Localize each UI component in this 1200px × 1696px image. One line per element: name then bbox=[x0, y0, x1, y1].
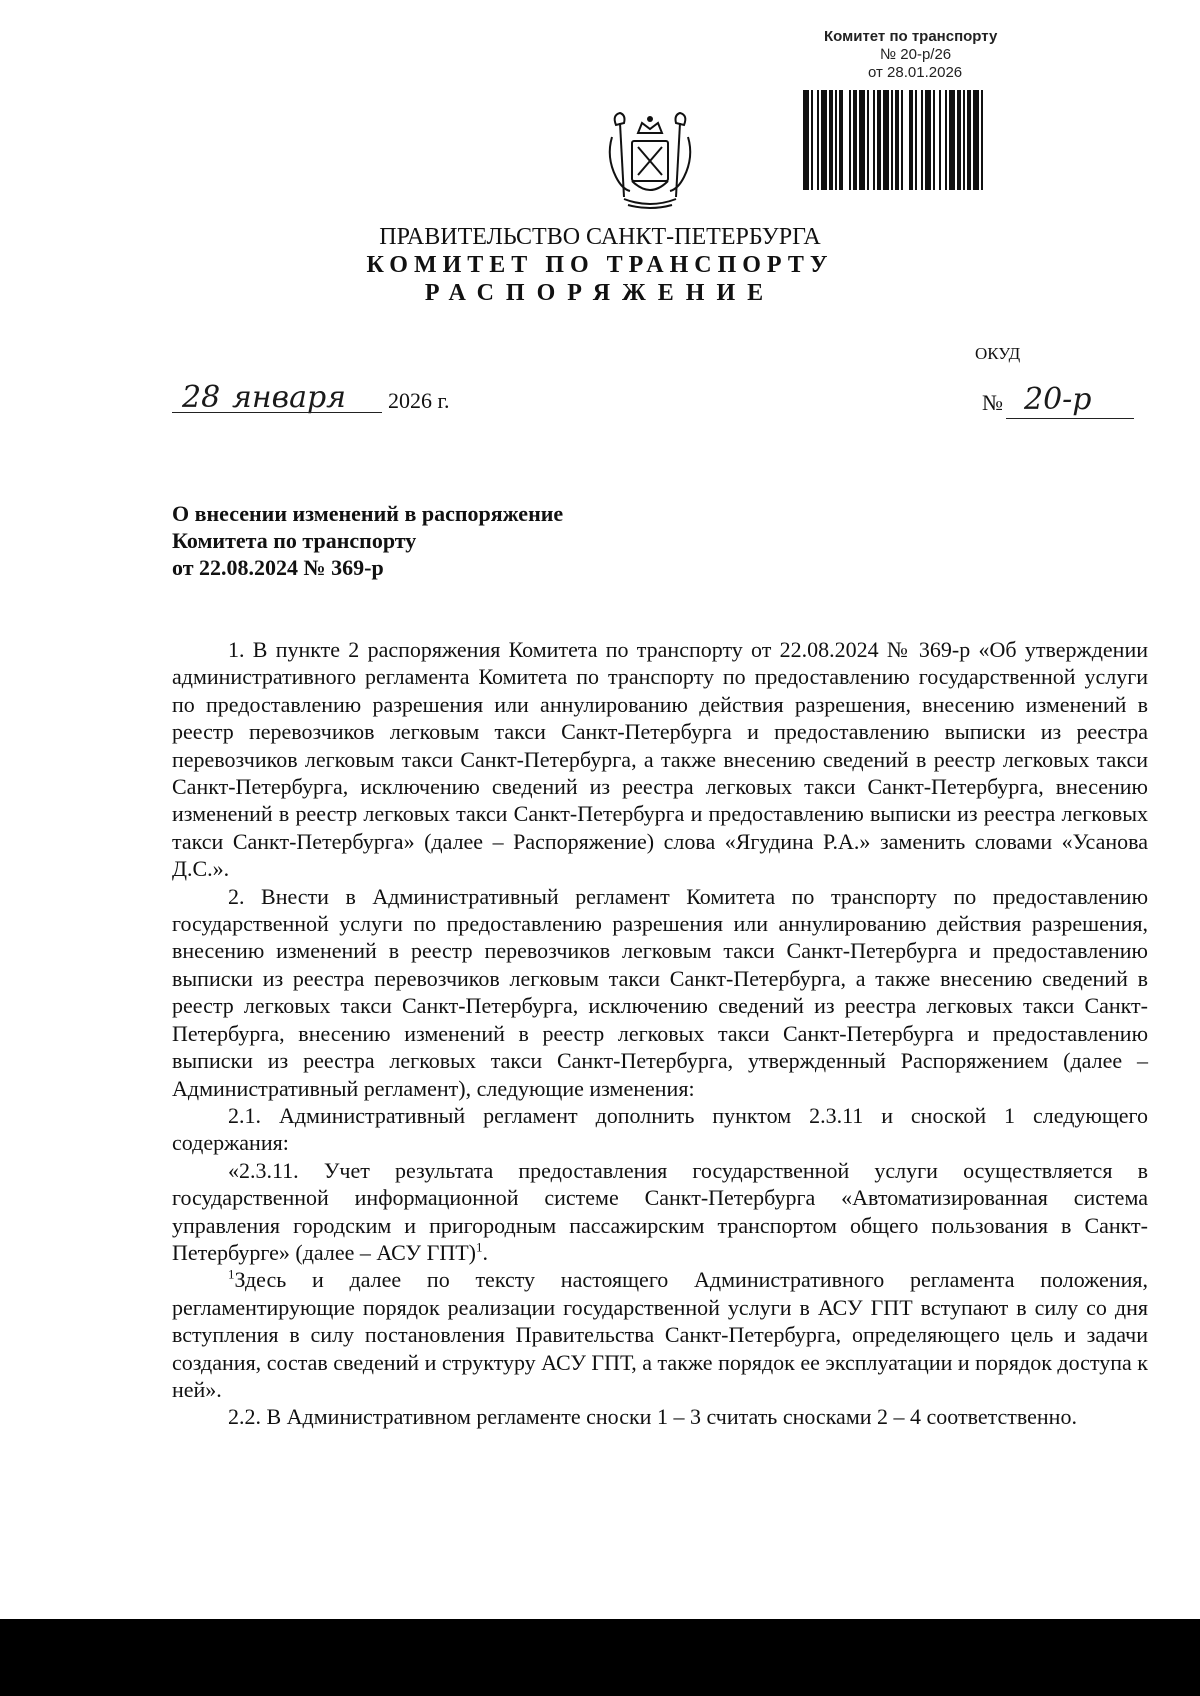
barcode-bar bbox=[883, 90, 889, 190]
barcode-bar bbox=[873, 90, 875, 190]
footnote-ref: 1 bbox=[476, 1239, 483, 1255]
barcode-bar bbox=[821, 90, 827, 190]
barcode-bar bbox=[839, 90, 843, 190]
barcode-bar bbox=[925, 90, 931, 190]
government-title: ПРАВИТЕЛЬСТВО САНКТ-ПЕТЕРБУРГА bbox=[379, 224, 821, 250]
barcode-bar bbox=[859, 90, 865, 190]
subject-line-3: от 22.08.2024 № 369-р bbox=[172, 555, 384, 580]
barcode-bar bbox=[963, 90, 965, 190]
stamp-committee: Комитет по транспорту bbox=[824, 28, 998, 45]
stamp-number: № 20-р/26 bbox=[880, 46, 952, 63]
date-day: 28 bbox=[182, 380, 221, 415]
barcode-bar bbox=[939, 90, 941, 190]
paragraph-2-3-11 bbox=[172, 1157, 1148, 1267]
barcode-bar bbox=[973, 90, 979, 190]
barcode-bar bbox=[933, 90, 935, 190]
barcode bbox=[803, 90, 1043, 190]
date-underline bbox=[172, 412, 382, 413]
paragraph-2-3-11-text: «2.3.11. Учет результата предоставления государственной услуги осуществляется в государственной информационной системе Санкт-Петербурга «Автоматизированная система управления городским и пригородным пассажирским транспортом общего пользования в Санкт-Петербурге» (далее – АСУ ГПТ) bbox=[172, 1157, 1148, 1265]
barcode-bar bbox=[877, 90, 881, 190]
footnote-marker: 1 bbox=[228, 1267, 235, 1283]
subject-line-1: О внесении изменений в распоряжение bbox=[172, 501, 564, 526]
barcode-bar bbox=[835, 90, 837, 190]
barcode-bar bbox=[915, 90, 917, 190]
barcode-bar bbox=[853, 90, 857, 190]
paragraph-2: 2. Внести в Административный регламент Комитета по транспорту по предоставлению государственной услуги по предоставлению разрешения или аннулированию действия разрешения, внесению изменений в реестр перевозчиков легковым такси Санкт-Петербурга и предоставлению выписки из реестра перевозчиков легковым такси Санкт-Петербурга, а также внесению сведений в реестр легковых такси Санкт-Петербурга, исключению сведений из реестра легковых такси Санкт-Петербурга, внесению изменений в реестр легковых такси Санкт-Петербурга и предоставлению выписки из реестра легковых такси Санкт-Петербурга, утвержденный Распоряжением (далее – Административный регламент), следующие изменения: bbox=[172, 883, 1148, 1101]
document-type: РАСПОРЯЖЕНИЕ bbox=[424, 280, 776, 306]
scan-bottom-border bbox=[0, 1619, 1200, 1696]
barcode-bar bbox=[967, 90, 971, 190]
barcode-bar bbox=[945, 90, 947, 190]
paragraph-2-1: 2.1. Административный регламент дополнить пунктом 2.3.11 и сноской 1 следующего содержания: bbox=[172, 1102, 1148, 1156]
barcode-bar bbox=[829, 90, 833, 190]
document-subject bbox=[172, 500, 563, 581]
barcode-bar bbox=[981, 90, 983, 190]
number-underline bbox=[1006, 418, 1134, 419]
barcode-bar bbox=[895, 90, 899, 190]
barcode-bar bbox=[949, 90, 955, 190]
stamp-date: от 28.01.2026 bbox=[868, 64, 963, 81]
barcode-bar bbox=[817, 90, 819, 190]
paragraph-1: 1. В пункте 2 распоряжения Комитета по транспорту от 22.08.2024 № 369-р «Об утверждении административного регламента Комитета по транспорту по предоставлению государственной услуги по предоставлению разрешения или аннулированию действия разрешения, внесению изменений в реестр перевозчиков легковым такси Санкт-Петербурга и предоставлению выписки из реестра перевозчиков легковым такси Санкт-Петербурга, а также внесению сведений в реестр легковых такси Санкт-Петербурга, исключению сведений из реестра легковых такси Санкт-Петербурга, внесению изменений в реестр легковых такси Санкт-Петербурга и предоставлению выписки из реестра легковых такси Санкт-Петербурга» (далее – Распоряжение) слова «Ягудина Р.А.» заменить словами «Усанова Д.С.». bbox=[172, 637, 1148, 882]
number-sign: № bbox=[982, 390, 1003, 415]
committee-title: КОМИТЕТ ПО ТРАНСПОРТУ bbox=[366, 252, 834, 278]
barcode-bar bbox=[803, 90, 809, 190]
paragraph-2-2: 2.2. В Административном регламенте сноски 1 – 3 считать сносками 2 – 4 соответственно. bbox=[228, 1404, 1077, 1430]
barcode-bar bbox=[909, 90, 913, 190]
subject-line-2: Комитета по транспорту bbox=[172, 528, 417, 553]
okud-label: ОКУД bbox=[975, 344, 1021, 363]
barcode-bar bbox=[849, 90, 851, 190]
barcode-bar bbox=[891, 90, 893, 190]
footnote-text: Здесь и далее по тексту настоящего Административного регламента положения, регламентирующие порядок реализации государственной услуги в АСУ ГПТ вступают в силу со дня вступления в силу постановления Правительства Санкт-Петербурга, определяющего цель и задачи создания, состав сведений и структуру АСУ ГПТ, а также порядок ее эксплуатации и порядок доступа к ней». bbox=[172, 1267, 1148, 1402]
document-body bbox=[172, 636, 1148, 1431]
footnote-paragraph bbox=[172, 1266, 1148, 1403]
document-number: 20-р bbox=[1024, 382, 1092, 417]
barcode-bar bbox=[901, 90, 903, 190]
paragraph-2-3-11-end: . bbox=[482, 1239, 488, 1265]
barcode-bar bbox=[811, 90, 813, 190]
date-month: января bbox=[232, 380, 347, 415]
barcode-bar bbox=[921, 90, 923, 190]
date-year: 2026 г. bbox=[388, 388, 450, 413]
coat-of-arms-icon bbox=[602, 107, 698, 211]
barcode-bar bbox=[957, 90, 961, 190]
barcode-bar bbox=[867, 90, 869, 190]
